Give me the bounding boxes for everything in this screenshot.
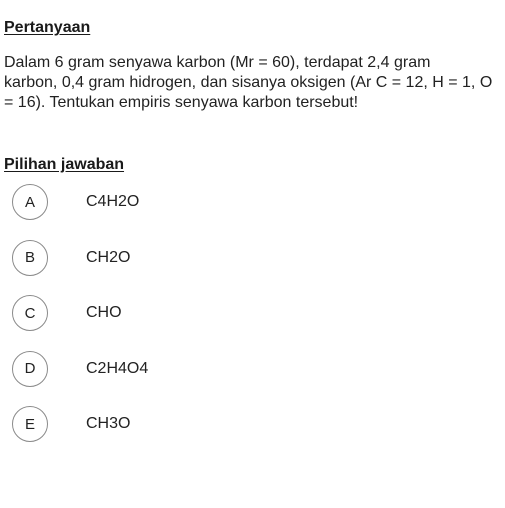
option-b[interactable] [12,239,492,277]
question-line: = 16). Tentukan empiris senyawa karbon tersebut! [4,94,359,111]
question-text [4,53,499,113]
question-line: Dalam 6 gram senyawa karbon (Mr = 60), terdapat 2,4 gram [4,54,431,71]
option-text[interactable]: C2H4O4 [86,359,149,377]
option-letter-badge[interactable]: E [12,406,48,442]
option-e[interactable] [12,405,492,443]
option-a[interactable] [12,183,492,221]
question-line: karbon, 0,4 gram hidrogen, dan sisanya oksigen (Ar C = 12, H = 1, O [4,74,493,91]
answer-options-list [12,183,492,461]
option-letter-badge[interactable]: C [12,295,48,331]
option-letter-badge[interactable]: B [12,240,48,276]
option-d[interactable] [12,350,492,388]
option-letter-badge[interactable]: A [12,184,48,220]
option-text[interactable]: CH2O [86,248,131,266]
option-text[interactable]: CH3O [86,415,131,432]
option-text[interactable]: CHO [86,304,122,321]
option-letter-badge[interactable]: D [12,351,48,387]
answer-choices-heading: Pilihan jawaban [4,156,125,173]
option-text[interactable]: C4H2O [86,193,140,210]
option-c[interactable] [12,294,492,332]
question-heading: Pertanyaan [4,19,91,36]
